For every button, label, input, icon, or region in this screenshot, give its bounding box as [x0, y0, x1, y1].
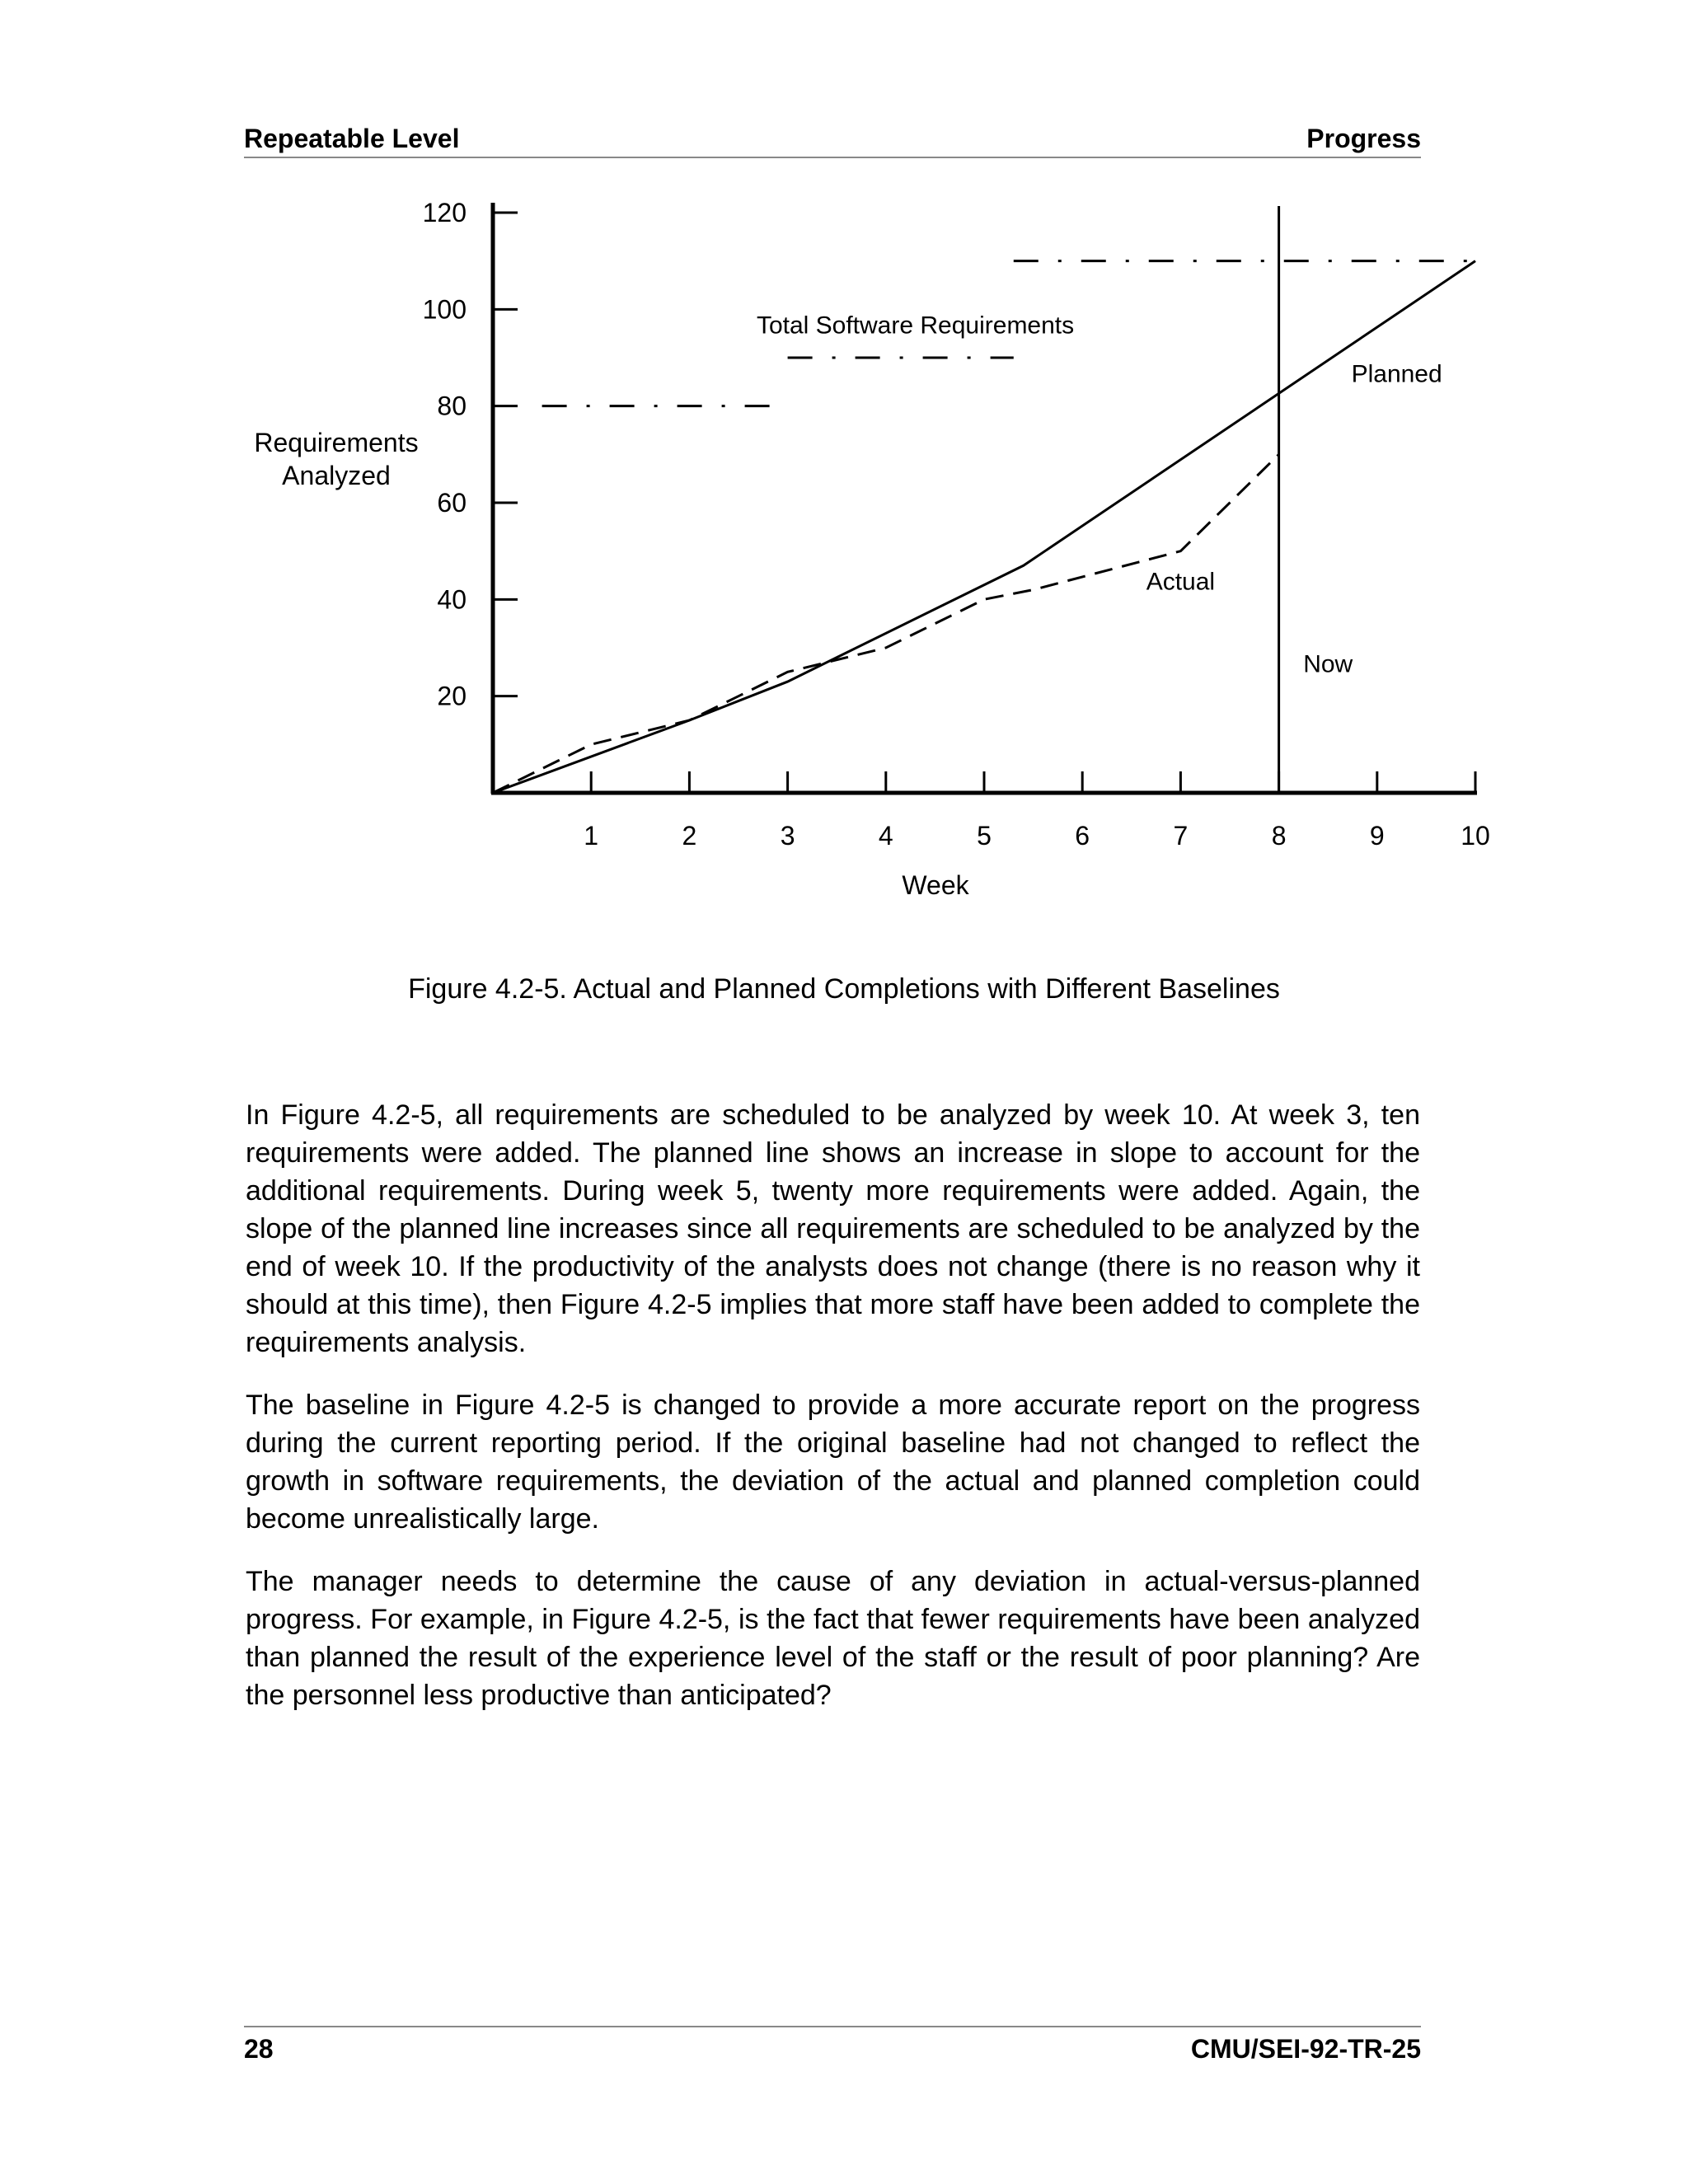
- x-tick-label: 7: [1173, 821, 1189, 851]
- x-axis-title: Week: [902, 870, 969, 900]
- paragraph-1: In Figure 4.2-5, all requirements are scheduled to be analyzed by week 10. At week 3, ten requirements were added. The planned line shows an increase in slope to account for the additional requirements. During week 5, twenty more requirements were added. Again, the slope of the planned line increases since all requirements are scheduled to be analyzed by the end of week 10. If the productivity of the analysts does not change (there is no reason why it should at this time), then Figure 4.2-5 implies that more staff have been added to complete the requirements analysis.: [246, 1099, 1420, 1358]
- annotation-label: Total Software Requirements: [756, 312, 1075, 340]
- x-tick-label: 9: [1369, 821, 1385, 851]
- y-tick-label: 80: [437, 391, 467, 421]
- x-tick-label: 10: [1461, 821, 1490, 851]
- page-number: 28: [244, 2034, 274, 2064]
- header-topic: Progress: [1306, 124, 1421, 153]
- annotation-label: Planned: [1351, 360, 1442, 388]
- y-tick-label: 60: [437, 488, 467, 518]
- x-tick-label: 3: [780, 821, 795, 851]
- y-axis-title: Requirements Analyzed: [254, 428, 419, 490]
- paragraph-3: The manager needs to determine the cause of any deviation in actual-versus-planned progress. For example, in Figure 4.2-5, is the fact that fewer requirements have been analyzed than planned the result of the experience level of the staff or the result of poor planning? Are the personnel less productive than anticipated?: [246, 1566, 1420, 1711]
- requirements-chart: [0, 0, 1688, 948]
- paragraph-2: The baseline in Figure 4.2-5 is changed to provide a more accurate report on the progress during the current reporting period. If the original baseline had not changed to reflect the growth in software requirements, the deviation of the actual and planned completion could become unrealistically large.: [246, 1390, 1420, 1535]
- y-tick-label: 100: [422, 294, 467, 325]
- figure-caption: Figure 4.2-5. Actual and Planned Completions with Different Baselines: [408, 973, 1280, 1005]
- page-footer: [244, 2026, 1421, 2064]
- series-planned-line: [493, 261, 1475, 793]
- x-tick-label: 6: [1075, 821, 1090, 851]
- x-tick-label: 5: [977, 821, 992, 851]
- y-tick-label: 40: [437, 584, 467, 615]
- header-section-title: Repeatable Level: [244, 124, 460, 153]
- annotation-label: Actual: [1146, 568, 1216, 596]
- x-tick-label: 2: [682, 821, 697, 851]
- body-text: [246, 1096, 1420, 1739]
- x-tick-label: 4: [878, 821, 893, 851]
- x-tick-label: 1: [584, 821, 599, 851]
- annotation-label: Now: [1303, 650, 1353, 678]
- y-tick-label: 120: [422, 198, 467, 227]
- x-tick-label: 8: [1271, 821, 1287, 851]
- report-id: CMU/SEI-92-TR-25: [1190, 2034, 1421, 2064]
- series-actual-line: [493, 454, 1279, 793]
- y-tick-label: 20: [437, 681, 467, 711]
